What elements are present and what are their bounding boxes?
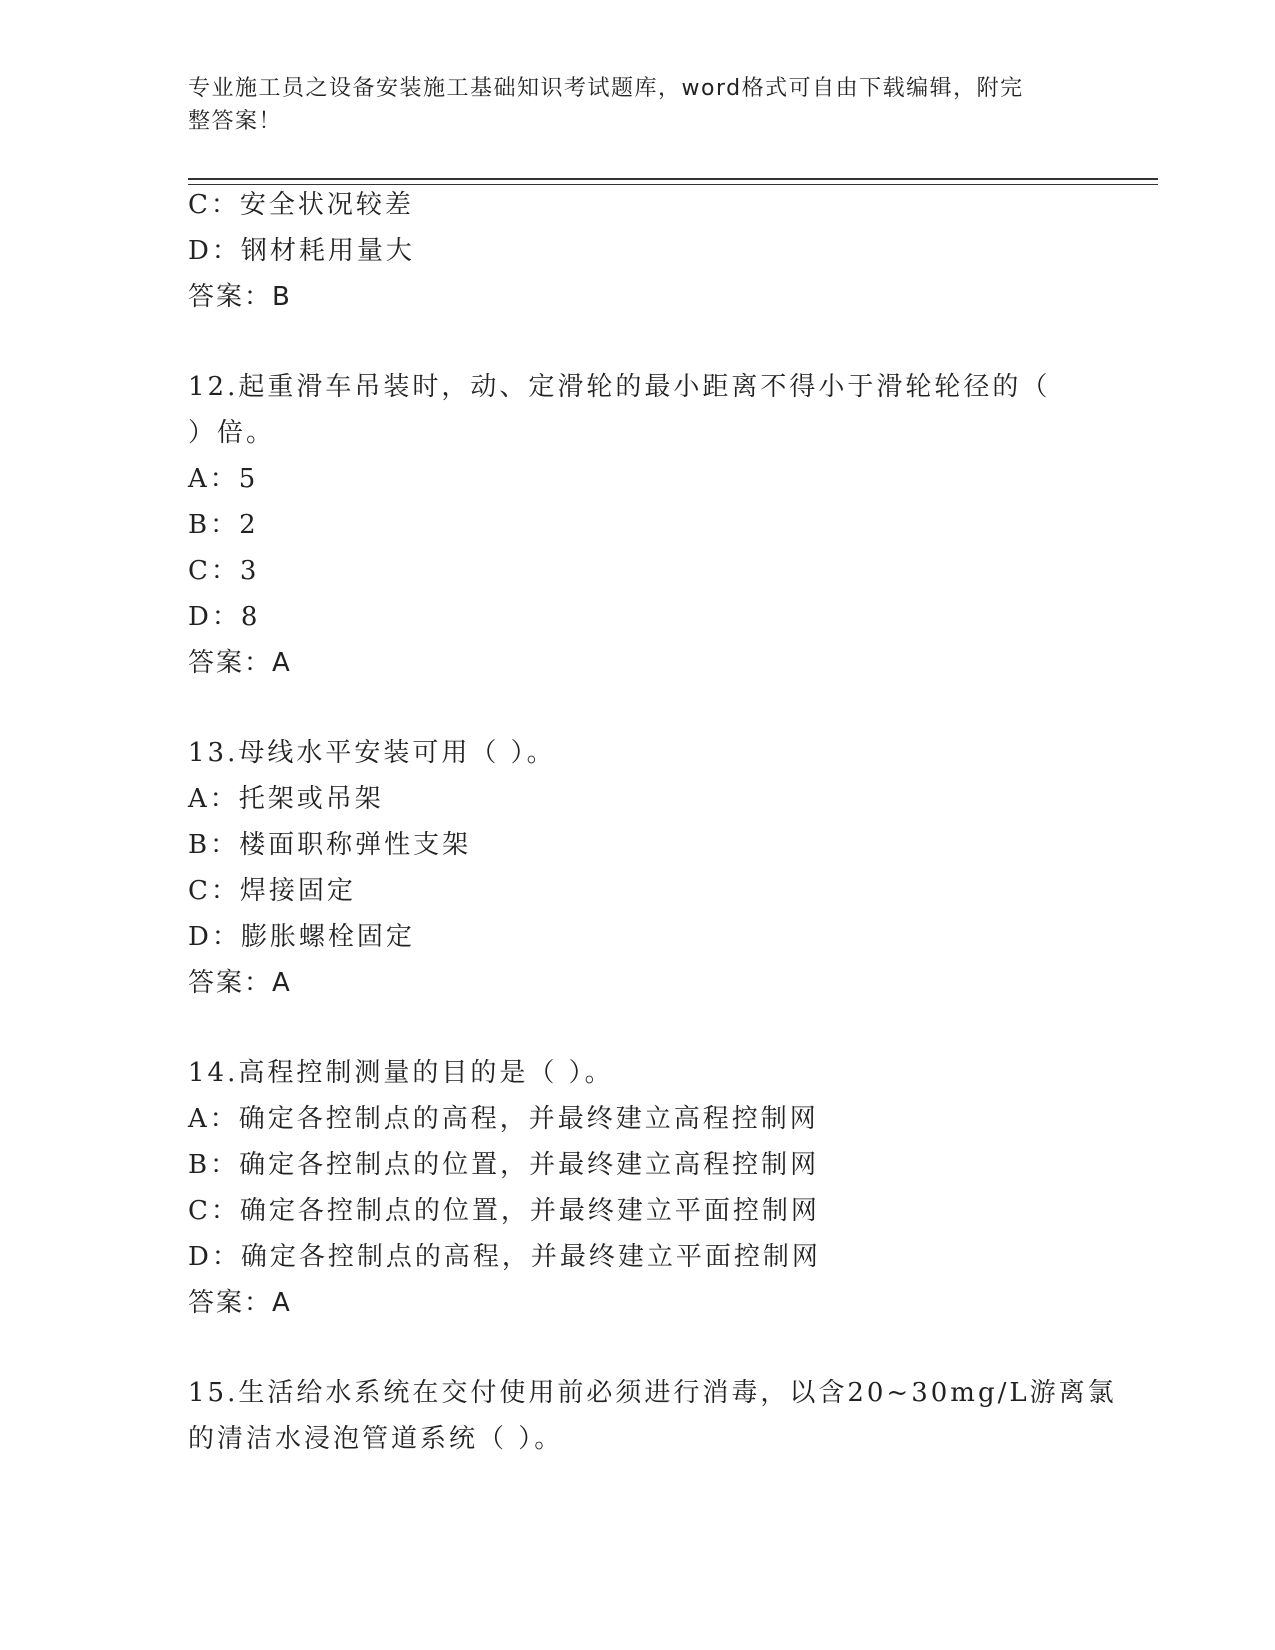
option-line (188, 548, 1148, 594)
option-label: A： (188, 784, 239, 814)
question-14 (188, 1050, 1148, 1326)
spacer (188, 1006, 1148, 1050)
option-text: 确定各控制点的高程，并最终建立平面控制网 (240, 1242, 821, 1272)
option-text: 确定各控制点的位置，并最终建立高程控制网 (239, 1150, 820, 1180)
question-stem-line-2: 的清洁水浸泡管道系统（ ）。 (188, 1424, 564, 1454)
option-line (188, 594, 1148, 640)
prev-question (188, 182, 1148, 320)
question-stem-line-1: 12.起重滑车吊装时，动、定滑轮的最小距离不得小于滑轮轮径的（ (188, 372, 1051, 402)
document-header (188, 72, 1068, 138)
option-label: A： (188, 1104, 239, 1134)
header-divider-thick (188, 178, 1158, 180)
answer-line: 答案：A (188, 648, 292, 678)
option-line (188, 182, 1148, 228)
option-text: 5 (238, 464, 259, 494)
option-label: D： (188, 236, 241, 266)
answer-line: 答案：A (188, 968, 292, 998)
option-text: 安全状况较差 (239, 190, 414, 220)
option-text: 托架或吊架 (238, 784, 384, 814)
option-text: 3 (239, 556, 260, 586)
option-text: 2 (239, 510, 259, 540)
option-label: C： (188, 190, 240, 220)
option-line (188, 456, 1148, 502)
option-label: D： (188, 922, 241, 952)
header-line-1: 专业施工员之设备安装施工基础知识考试题库，word格式可自由下载编辑，附完 (188, 76, 1024, 101)
option-label: C： (188, 876, 240, 906)
option-line (188, 1096, 1148, 1142)
option-text: 确定各控制点的位置，并最终建立平面控制网 (239, 1196, 820, 1226)
option-label: B： (188, 1150, 240, 1180)
option-text: 8 (240, 602, 261, 632)
option-line (188, 1142, 1148, 1188)
answer-line: 答案：A (188, 1288, 292, 1318)
spacer (188, 686, 1148, 730)
spacer (188, 1326, 1148, 1370)
spacer (188, 320, 1148, 364)
question-stem-line-1: 15.生活给水系统在交付使用前必须进行消毒，以含20~30mg/L游离氯 (188, 1378, 1117, 1408)
option-line (188, 1234, 1148, 1280)
option-line (188, 822, 1148, 868)
option-label: D： (188, 602, 241, 632)
header-line-2: 整答案！ (188, 109, 283, 134)
option-text: 膨胀螺栓固定 (240, 922, 415, 952)
question-stem-line-1: 13.母线水平安装可用（ ）。 (188, 738, 556, 768)
answer-line: 答案：B (188, 282, 292, 312)
option-line (188, 1188, 1148, 1234)
option-text: 楼面职称弹性支架 (239, 830, 472, 860)
option-label: D： (188, 1242, 241, 1272)
question-body (188, 186, 1148, 1462)
option-label: B： (188, 830, 240, 860)
option-text: 焊接固定 (239, 876, 356, 906)
option-text: 确定各控制点的高程，并最终建立高程控制网 (238, 1104, 819, 1134)
option-line (188, 914, 1148, 960)
option-line (188, 502, 1148, 548)
option-label: C： (188, 1196, 240, 1226)
option-line (188, 776, 1148, 822)
option-text: 钢材耗用量大 (240, 236, 415, 266)
option-label: B： (188, 510, 240, 540)
question-15 (188, 1370, 1148, 1462)
question-12 (188, 364, 1148, 686)
option-line (188, 228, 1148, 274)
question-stem-line-2: ）倍。 (188, 418, 276, 448)
option-label: C： (188, 556, 240, 586)
option-label: A： (188, 464, 239, 494)
option-line (188, 868, 1148, 914)
question-13 (188, 730, 1148, 1006)
question-stem-line-1: 14.高程控制测量的目的是（ ）。 (188, 1058, 614, 1088)
